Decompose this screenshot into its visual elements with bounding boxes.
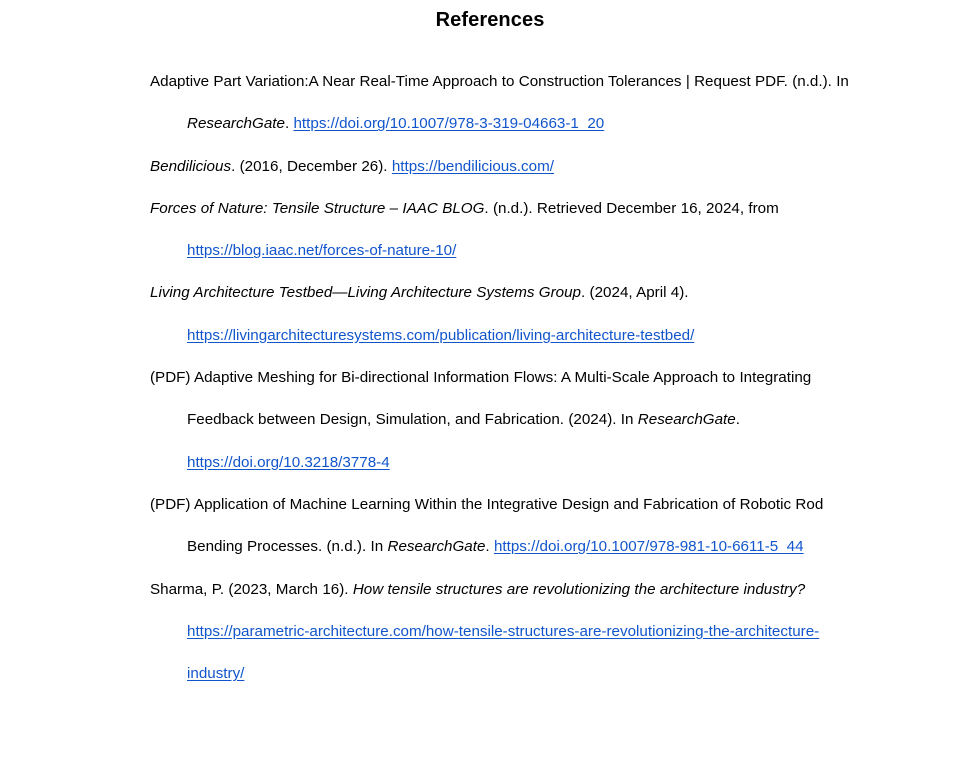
reference-text: (PDF) Adaptive Meshing for Bi-directional Information Flows: A Multi-Scale Approach to Integrating Feedback between Design, Simulation, and Fabrication. (2024). In [150,369,812,429]
reference-entry [150,188,860,273]
reference-text: . [735,411,740,429]
reference-title-italic: ResearchGate [387,538,486,556]
reference-title-italic: How tensile structures are revolutionizing the architecture industry? [352,580,806,598]
reference-link[interactable]: https://doi.org/10.3218/3778-4 [187,453,390,471]
reference-title-italic: Forces of Nature: Tensile Structure – IAAC BLOG [150,199,485,217]
reference-link[interactable]: https://bendilicious.com/ [391,157,554,175]
reference-link[interactable]: https://parametric-architecture.com/how-tensile-structures-are-revolutionizing-the-architecture-industry/ [187,622,820,683]
reference-entry [150,61,860,146]
reference-entry [150,484,860,569]
reference-entry [150,146,860,188]
reference-link[interactable]: https://livingarchitecturesystems.com/publication/living-architecture-testbed/ [187,326,695,344]
reference-text: . (n.d.). Retrieved December 16, 2024, from [484,199,779,217]
reference-title-italic: Bendilicious [150,157,232,175]
reference-entry [150,569,860,696]
reference-title-italic: ResearchGate [187,115,285,133]
reference-text: Sharma, P. (2023, March 16). [150,580,353,598]
reference-link[interactable]: https://blog.iaac.net/forces-of-nature-10/ [187,242,457,260]
page-title: References [435,9,545,31]
reference-title-italic: ResearchGate [637,411,736,429]
reference-text: . (2024, April 4). [581,284,689,302]
reference-text: . [284,115,294,133]
reference-entry [150,272,860,357]
reference-link[interactable]: https://doi.org/10.1007/978-3-319-04663-1_20 [293,115,605,133]
reference-link[interactable]: https://doi.org/10.1007/978-981-10-6611-5_44 [493,538,804,556]
reference-entry [150,357,860,484]
reference-text: . (2016, December 26). [231,157,392,175]
reference-list [150,61,860,695]
reference-title-italic: Living Architecture Testbed—Living Architecture Systems Group [150,284,582,302]
reference-text: (PDF) Application of Machine Learning Within the Integrative Design and Fabrication of Robotic Rod Bending Processes. (n.d.). In [150,495,824,556]
reference-text: Adaptive Part Variation:A Near Real-Time Approach to Construction Tolerances | Request PDF. (n.d.). In [150,73,849,90]
reference-text: . [485,538,494,556]
